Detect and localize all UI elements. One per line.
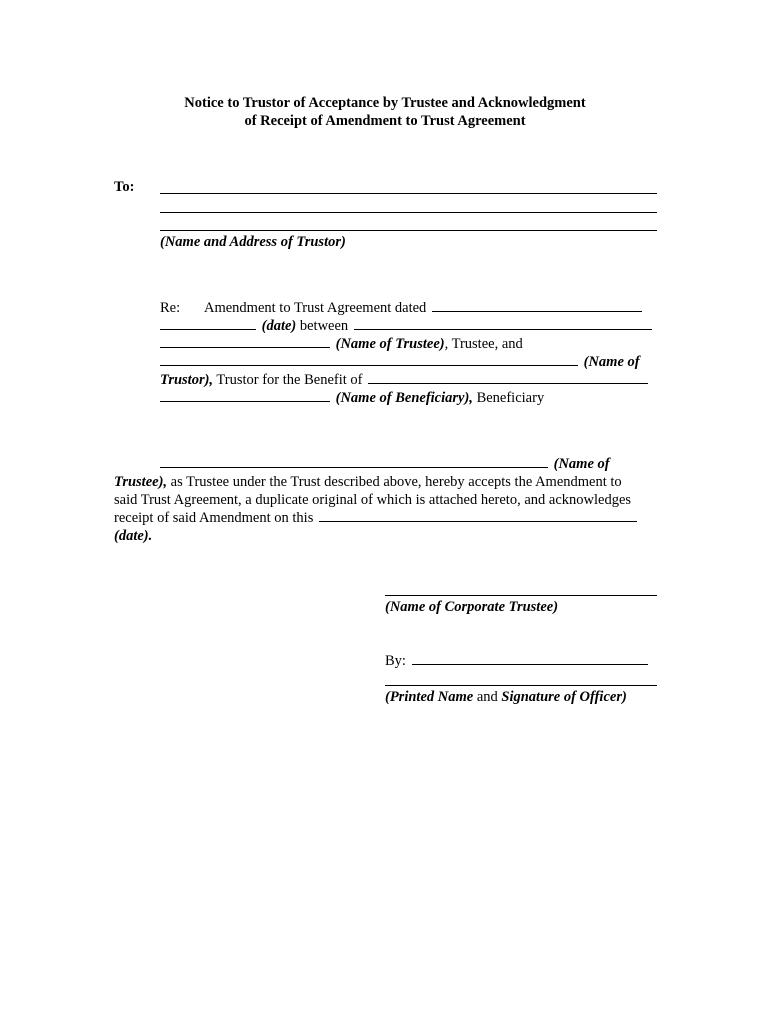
- date-caption: (date): [261, 318, 297, 334]
- name-of-beneficiary-caption: (Name of Beneficiary),: [335, 390, 473, 406]
- name-of-caption: (Name of: [583, 354, 640, 370]
- re-line-3: [160, 335, 523, 353]
- body-line-1: [160, 455, 610, 473]
- re-line-5: [160, 371, 650, 389]
- body-line-3: said Trust Agreement, a duplicate original of which is attached hereto, and acknowledges: [114, 492, 632, 508]
- between-field[interactable]: [354, 317, 652, 330]
- trustor-address-line-2[interactable]: [160, 212, 657, 213]
- body-line-2: [114, 473, 622, 491]
- and-text: and: [476, 689, 498, 705]
- re-label: Re:: [160, 300, 181, 316]
- body-name-of-caption: (Name of: [553, 456, 610, 472]
- body-accepts-text: as Trustee under the Trust described above, hereby accepts the Amendment to: [170, 474, 622, 490]
- name-of-trustee-caption: (Name of Trustee): [335, 336, 445, 352]
- signature-of-officer-caption: Signature of Officer): [501, 689, 627, 705]
- by-field[interactable]: [412, 652, 648, 665]
- trustee-and-text: , Trustee, and: [444, 336, 523, 352]
- date-field[interactable]: [160, 317, 256, 330]
- officer-signature-line[interactable]: [385, 685, 657, 686]
- body-trustee-caption: Trustee),: [114, 474, 168, 490]
- re-line-2: [160, 317, 654, 335]
- receipt-date-field[interactable]: [319, 509, 637, 522]
- beneficiary-text: Beneficiary: [476, 390, 545, 406]
- by-line: [385, 652, 650, 670]
- trustor-caption-2: Trustor),: [160, 372, 214, 388]
- document-title-line-1: Notice to Trustor of Acceptance by Trustee and Acknowledgment: [184, 95, 586, 111]
- trustor-address-line-3[interactable]: [160, 230, 657, 231]
- beneficiary-name-field[interactable]: [160, 389, 330, 402]
- by-label: By:: [385, 653, 406, 669]
- between-text: between: [299, 318, 349, 334]
- printed-name-caption: (Printed Name: [385, 689, 474, 705]
- corporate-trustee-caption: (Name of Corporate Trustee): [385, 599, 559, 615]
- amendment-date-field[interactable]: [432, 299, 642, 312]
- officer-caption: [385, 688, 627, 706]
- re-line-4: [160, 353, 640, 371]
- document-title-line-2: of Receipt of Amendment to Trust Agreement: [244, 113, 526, 129]
- trustor-address-line-1[interactable]: [160, 193, 657, 194]
- re-line-6: [160, 389, 544, 407]
- trustor-name-field[interactable]: [160, 353, 578, 366]
- amendment-dated-text: Amendment to Trust Agreement dated: [204, 300, 427, 316]
- benefit-of-field[interactable]: [368, 371, 648, 384]
- body-line-4: [114, 509, 639, 527]
- benefit-of-text: Trustor for the Benefit of: [216, 372, 363, 388]
- accepting-trustee-field[interactable]: [160, 455, 548, 468]
- to-label: To:: [114, 179, 135, 195]
- body-date-caption: (date).: [114, 528, 153, 544]
- trustor-caption: (Name and Address of Trustor): [160, 234, 346, 250]
- re-line-1: [204, 299, 644, 317]
- corporate-trustee-line[interactable]: [385, 595, 657, 596]
- receipt-text: receipt of said Amendment on this: [114, 510, 314, 526]
- trustee-name-field[interactable]: [160, 335, 330, 348]
